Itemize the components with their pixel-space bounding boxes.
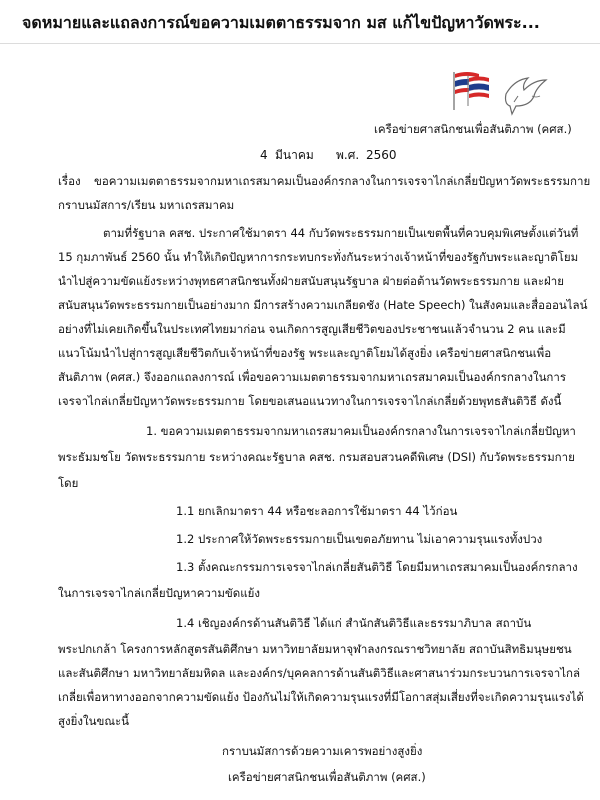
body-line: แนวโน้มนำไปสู่การสูญเสียชีวิตกับเจ้าหน้าที่ของรัฐ พระและญาติโยมได้สูงยิ่ง เครือข่ายศาสนิกชนเพื่อ (58, 346, 552, 360)
organization-name: เครือข่ายศาสนิกชนเพื่อสันติภาพ (คศส.) (374, 122, 572, 136)
sub-item-1-3-line: ในการเจรจาไกล่เกลี่ยปัญหาความขัดแย้ง (58, 586, 261, 600)
sub-item-1-4-line: พระปกเกล้า โครงการหลักสูตรสันติศึกษา มหาวิทยาลัยมหาจุฬาลงกรณราชวิทยาลัย สถาบันสิทธิมนุษยชน (58, 642, 572, 656)
dove-icon (506, 78, 547, 114)
subject-label: เรื่อง (58, 174, 81, 188)
page-header (0, 0, 600, 44)
closing-line: กราบนมัสการด้วยความเคารพอย่างสูงยิ่ง (222, 744, 423, 758)
date-day: 4 (260, 148, 268, 162)
item-1-line: พระธัมมชโย วัดพระธรรมกาย ระหว่างคณะรัฐบาล คสช. กรมสอบสวนคดีพิเศษ (DSI) กับวัดพระธรรมกาย (58, 450, 575, 464)
date-era: พ.ศ. (336, 148, 360, 162)
sub-item-1-4-line: และสันติศึกษา มหาวิทยาลัยมหิดล และองค์กร/บุคคลการด้านสันติวิธีและศาสนาร่วมกระบวนการเจรจาไกล่ (58, 666, 581, 680)
body-line: เจรจาไกล่เกลี่ยปัญหาวัดพระธรรมกาย โดยขอเสนอแนวทางในการเจรจาไกล่เกลี่ยด้วยพุทธสันติวิธี ดังนี้ (58, 394, 562, 408)
sub-item-1-4-line: เกลี่ยเพื่อหาทางออกจากความขัดแย้ง ป้องกันไม่ให้เกิดความรุนแรงที่มีโอกาสสุ่มเสี่ยงที่จะเกิดความรุนแรงได้ (58, 690, 584, 704)
signature-org: เครือข่ายศาสนิกชนเพื่อสันติภาพ (คศส.) (228, 770, 426, 784)
flag-dove-logo (446, 66, 556, 116)
sub-item-1-2: 1.2 ประกาศให้วัดพระธรรมกายเป็นเขตอภัยทาน ไม่เอาความรุนแรงทั้งปวง (176, 532, 543, 546)
subject-text: ขอความเมตตาธรรมจากมหาเถรสมาคมเป็นองค์กรกลางในการเจรจาไกล่เกลี่ยปัญหาวัดพระธรรมกาย (94, 174, 591, 188)
body-line: 15 กุมภาพันธ์ 2560 นั้น ทำให้เกิดปัญหาการกระทบกระทั่งกันระหว่างเจ้าหน้าที่ของรัฐกับพระและญาติโยม (58, 250, 579, 264)
sub-item-1-4-line: สูงยิ่งในขณะนี้ (58, 714, 130, 728)
thai-flag-icon (454, 72, 489, 110)
body-line: อย่างที่ไม่เคยเกิดขึ้นในประเทศไทยมาก่อน จนเกิดการสูญเสียชีวิตของประชาชนแล้วจำนวน 2 คน และมี (58, 322, 566, 336)
body-line: สนับสนุนวัดพระธรรมกายเป็นอย่างมาก มีการสร้างความเกลียดชัง (Hate Speech) ในสังคมและสื่อออนไลน์ (58, 298, 588, 312)
item-1-line: 1. ขอความเมตตาธรรมจากมหาเถรสมาคมเป็นองค์กรกลางในการเจรจาไกล่เกลี่ยปัญหา (146, 424, 576, 438)
salutation: กราบนมัสการ/เรียน มหาเถรสมาคม (58, 198, 235, 212)
letter-document (0, 44, 600, 800)
sub-item-1-1: 1.1 ยกเลิกมาตรา 44 หรือชะลอการใช้มาตรา 44 ไว้ก่อน (176, 504, 458, 518)
body-line: ตามที่รัฐบาล คสช. ประกาศใช้มาตรา 44 กับวัดพระธรรมกายเป็นเขตพื้นที่ควบคุมพิเศษตั้งแต่วันที่ (103, 226, 579, 240)
page-title: จดหมายและแถลงการณ์ขอความเมตตาธรรมจาก มส แก้ไขปัญหาวัดพระ... (22, 13, 540, 32)
body-line: สันติภาพ (คศส.) จึงออกแถลงการณ์ เพื่อขอความเมตตาธรรมจากมหาเถรสมาคมเป็นองค์กรกลางในการ (58, 370, 567, 384)
sub-item-1-3-line: 1.3 ตั้งคณะกรรมการเจรจาไกล่เกลี่ยสันติวิธี โดยมีมหาเถรสมาคมเป็นองค์กรกลาง (176, 560, 578, 574)
date-month: มีนาคม (275, 148, 314, 162)
date-year: 2560 (366, 148, 397, 162)
item-1-line: โดย (58, 476, 79, 490)
sub-item-1-4-line: 1.4 เชิญองค์กรด้านสันติวิธี ได้แก่ สำนักสันติวิธีและธรรมาภิบาล สถาบัน (176, 616, 532, 630)
body-line: นำไปสู่ความขัดแย้งระหว่างพุทธศาสนิกชนทั้งฝ่ายสนับสนุนรัฐบาล ฝ่ายต่อต้านวัดพระธรรมกาย และฝ่าย (58, 274, 564, 288)
